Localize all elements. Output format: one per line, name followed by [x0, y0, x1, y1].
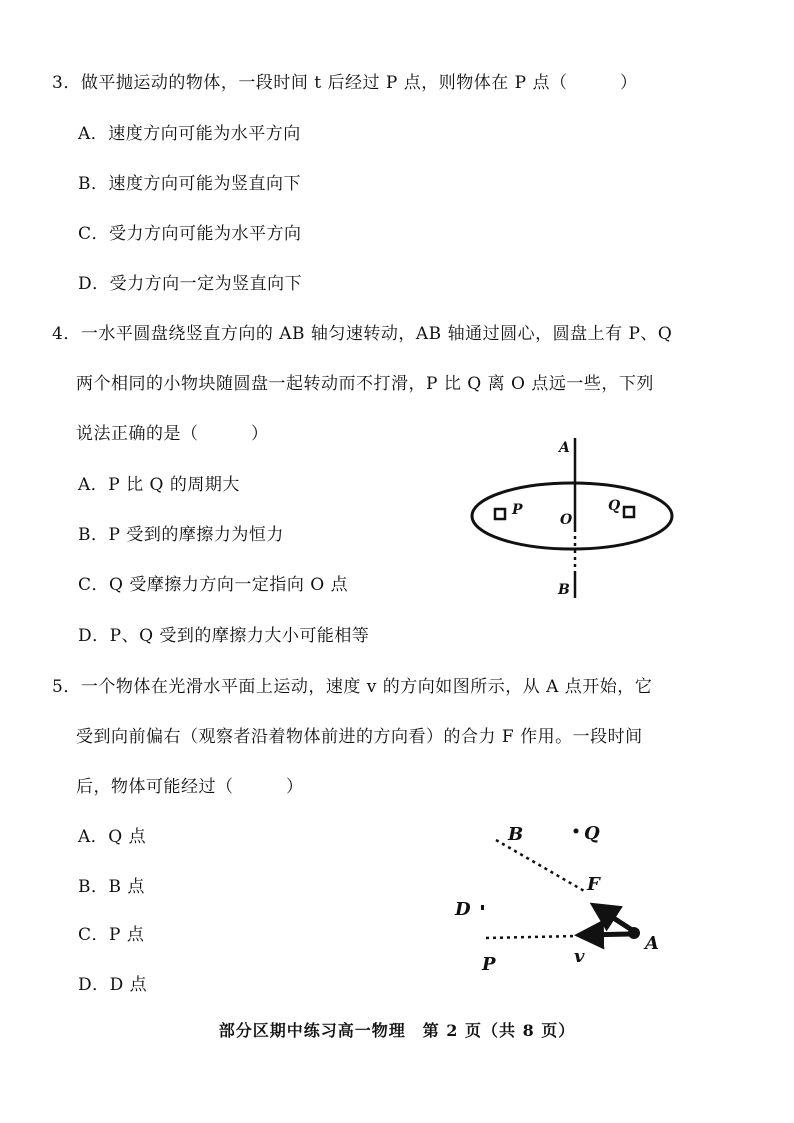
label-q: Q	[608, 498, 621, 514]
point-d-dot	[481, 905, 484, 910]
q5-stem-line-1: 5．一个物体在光滑水平面上运动，速度 v 的方向如图所示，从 A 点开始，它	[52, 677, 653, 697]
point-q-dot	[574, 829, 579, 834]
block-q	[624, 507, 634, 517]
label-a: A	[645, 933, 659, 954]
q3-option-d: D．受力方向一定为竖直向下	[78, 274, 303, 294]
label-b: B	[508, 824, 524, 845]
q5-stem-line-3: 后，物体可能经过（ ）	[76, 777, 304, 797]
label-b: B	[558, 582, 570, 598]
path-to-p-dotted	[486, 936, 576, 938]
motion-force-figure	[446, 812, 686, 982]
rotating-disc-figure	[462, 432, 682, 602]
q3-option-c: C．受力方向可能为水平方向	[78, 224, 302, 244]
q4-option-d: D．P、Q 受到的摩擦力大小可能相等	[78, 626, 370, 646]
q4-stem-line-3: 说法正确的是（ ）	[76, 424, 269, 444]
q5-option-b: B．B 点	[78, 877, 145, 897]
label-p: P	[482, 954, 496, 975]
label-v: v	[574, 946, 585, 967]
q5-option-d: D．D 点	[78, 975, 148, 995]
label-q: Q	[584, 823, 600, 844]
label-f: F	[587, 874, 600, 895]
q3-option-a: A．速度方向可能为水平方向	[78, 124, 301, 144]
q4-stem-line-1: 4．一水平圆盘绕竖直方向的 AB 轴匀速转动，AB 轴通过圆心，圆盘上有 P、Q	[52, 324, 673, 344]
page-footer: 部分区期中练习高一物理 第 2 页（共 8 页）	[218, 1021, 576, 1040]
q5-stem-line-2: 受到向前偏右（观察者沿着物体前进的方向看）的合力 F 作用。一段时间	[76, 727, 643, 747]
label-d: D	[455, 899, 471, 920]
label-a: A	[559, 440, 570, 456]
q4-stem-line-2: 两个相同的小物块随圆盘一起转动而不打滑，P 比 Q 离 O 点远一些，下列	[76, 374, 654, 394]
q4-option-c: C．Q 受摩擦力方向一定指向 O 点	[78, 575, 349, 595]
velocity-arrow-v	[584, 934, 630, 935]
block-p	[495, 509, 505, 519]
q3-option-b: B．速度方向可能为竖直向下	[78, 174, 301, 194]
q5-option-c: C．P 点	[78, 925, 145, 945]
q5-option-a: A．Q 点	[78, 827, 147, 847]
path-to-b-dotted	[496, 840, 586, 892]
q4-option-a: A．P 比 Q 的周期大	[78, 475, 240, 495]
label-p: P	[512, 502, 523, 518]
q3-stem: 3．做平抛运动的物体，一段时间 t 后经过 P 点，则物体在 P 点（ ）	[52, 73, 638, 93]
label-o: O	[560, 512, 573, 528]
q4-option-b: B．P 受到的摩擦力为恒力	[78, 525, 284, 545]
force-arrow-f	[598, 908, 632, 930]
